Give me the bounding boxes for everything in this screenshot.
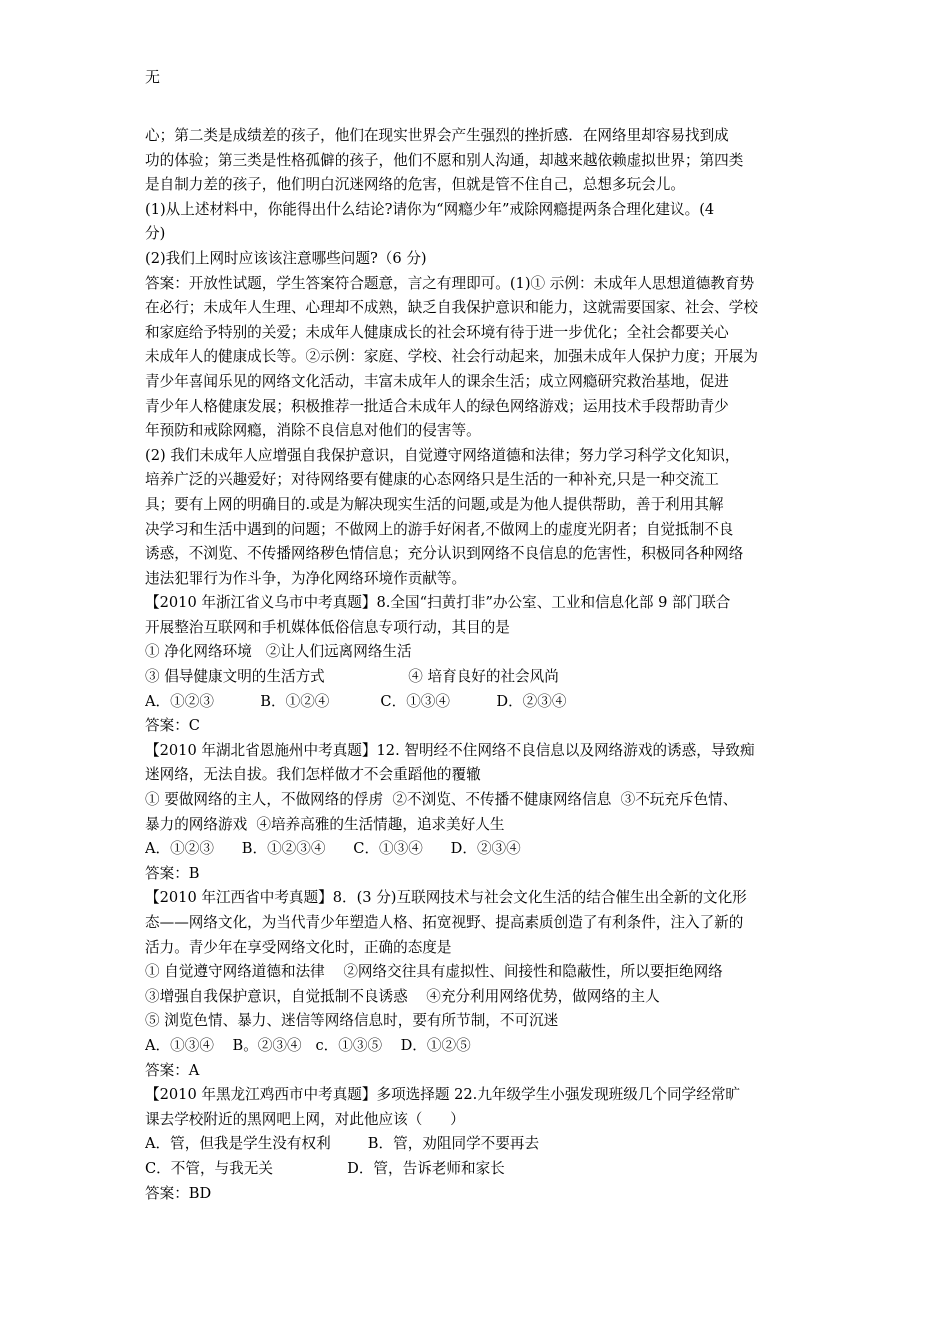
option-line: 暴力的网络游戏 ④培养高雅的生活情趣，追求美好人生	[145, 815, 505, 833]
text-line: 青少年人格健康发展；积极推荐一批适合未成年人的绿色网络游戏；运用技术手段帮助青少	[145, 397, 729, 415]
text-line: 功的体验；第三类是性格孤僻的孩子，他们不愿和别人沟通，却越来越依赖虚拟世界；第四类	[145, 151, 744, 169]
text-line: 在必行；未成年人生理、心理却不成熟，缺乏自我保护意识和能力，这就需要国家、社会、学校	[145, 299, 758, 317]
answer-line: 答案：开放性试题，学生答案符合题意，言之有理即可。(1)① 示例：未成年人思想道德教育势	[145, 274, 755, 292]
text-line: 诱惑，不浏览、不传播网络秽色情信息；充分认识到网络不良信息的危害性，积极同各种网络	[145, 545, 744, 563]
text-line: 青少年喜闻乐见的网络文化活动，丰富未成年人的课余生活；成立网瘾研究救治基地，促进	[145, 372, 729, 390]
question-heading: 【2010 年江西省中考真题】8．(3 分)互联网技术与社会文化生活的结合催生出全新的文化形	[145, 889, 747, 907]
option-line: ③ 倡导健康文明的生活方式 ④ 培育良好的社会风尚	[145, 668, 559, 686]
question-heading: 【2010 年黑龙江鸡西市中考真题】多项选择题 22.九年级学生小强发现班级几个同学经常旷	[145, 1086, 741, 1104]
text-line: 具；要有上网的明确目的.或是为解决现实生活的问题,或是为他人提供帮助，善于利用其解	[145, 495, 724, 513]
text-line: 和家庭给予特别的关爱；未成年人健康成长的社会环境有待于进一步优化；全社会都要关心	[145, 323, 729, 341]
option-line: ① 自觉遵守网络道德和法律 ②网络交往具有虚拟性、间接性和隐蔽性，所以要拒绝网络	[145, 963, 723, 981]
answer-line: 答案：C	[145, 717, 200, 735]
option-line: ③增强自我保护意识，自觉抵制不良诱惑 ④充分利用网络优势，做网络的主人	[145, 987, 660, 1005]
choice-line: C．不管，与我无关 D．管，告诉老师和家长	[145, 1159, 505, 1177]
option-line: ① 净化网络环境 ②让人们远离网络生活	[145, 643, 412, 661]
choice-line: A．①③④ B。②③④ c．①③⑤ D．①②⑤	[145, 1036, 471, 1054]
text-line: 是自制力差的孩子，他们明白沉迷网络的危害，但就是管不住自己，总想多玩会儿。	[145, 176, 685, 194]
text-line: 活力。青少年在享受网络文化时，正确的态度是	[145, 938, 452, 956]
option-line: ① 要做网络的主人，不做网络的俘虏 ②不浏览、不传播不健康网络信息 ③不玩充斥色情、	[145, 791, 738, 809]
text-line: 违法犯罪行为作斗争，为净化网络环境作贡献等。	[145, 569, 467, 587]
text-line: 迷网络，无法自拔。我们怎样做才不会重蹈他的覆辙	[145, 766, 481, 784]
choice-line: A．①②③ B．①②④ C．①③④ D．②③④	[145, 692, 567, 710]
text-line: 培养广泛的兴趣爱好；对待网络要有健康的心态网络只是生活的一种补充,只是一种交流工	[145, 471, 719, 489]
question-1: (1)从上述材料中，你能得出什么结论?请你为“网瘾少年”戒除网瘾提两条合理化建议。(4	[145, 200, 715, 218]
text-line: 开展整治互联网和手机媒体低俗信息专项行动，其目的是	[145, 618, 510, 636]
choice-line: A．管，但我是学生没有权利 B．管，劝阻同学不要再去	[145, 1135, 540, 1153]
question-2: (2)我们上网时应该该注意哪些问题?（6 分)	[145, 249, 427, 267]
text-line: 决学习和生活中遇到的问题；不做网上的游手好闲者,不做网上的虚度光阴者；自觉抵制不良	[145, 520, 734, 538]
document-body	[145, 124, 813, 1206]
answer-line: 答案：A	[145, 1061, 200, 1079]
question-heading: 【2010 年湖北省恩施州中考真题】12. 智明经不住网络不良信息以及网络游戏的诱惑，导致痴	[145, 741, 755, 759]
answer-line: 答案：BD	[145, 1184, 212, 1202]
text-line: 心；第二类是成绩差的孩子，他们在现实世界会产生强烈的挫折感．在网络里却容易找到成	[145, 127, 729, 144]
choice-line: A．①②③ B．①②③④ C．①③④ D．②③④	[145, 840, 521, 858]
text-line: 态——网络文化，为当代青少年塑造人格、拓宽视野、提高素质创造了有利条件，注入了新的	[145, 914, 744, 931]
text-line: 年预防和戒除网瘾，消除不良信息对他们的侵害等。	[145, 422, 481, 440]
answer-line: 答案：B	[145, 864, 200, 882]
text-line: 未成年人的健康成长等。②示例：家庭、学校、社会行动起来，加强未成年人保护力度；开展为	[145, 348, 758, 366]
page-header: 无	[145, 68, 161, 86]
text-line: (2) 我们未成年人应增强自我保护意识，自觉遵守网络道德和法律；努力学习科学文化知识，	[145, 446, 740, 464]
question-heading: 【2010 年浙江省义乌市中考真题】8.全国“扫黄打非”办公室、工业和信息化部 9 部门联合	[145, 594, 731, 612]
option-line: ⑤ 浏览色情、暴力、迷信等网络信息时，要有所节制，不可沉迷	[145, 1012, 559, 1030]
question-1-cont: 分)	[145, 225, 166, 243]
text-line: 课去学校附近的黑网吧上网，对此他应该（ ）	[145, 1110, 465, 1128]
